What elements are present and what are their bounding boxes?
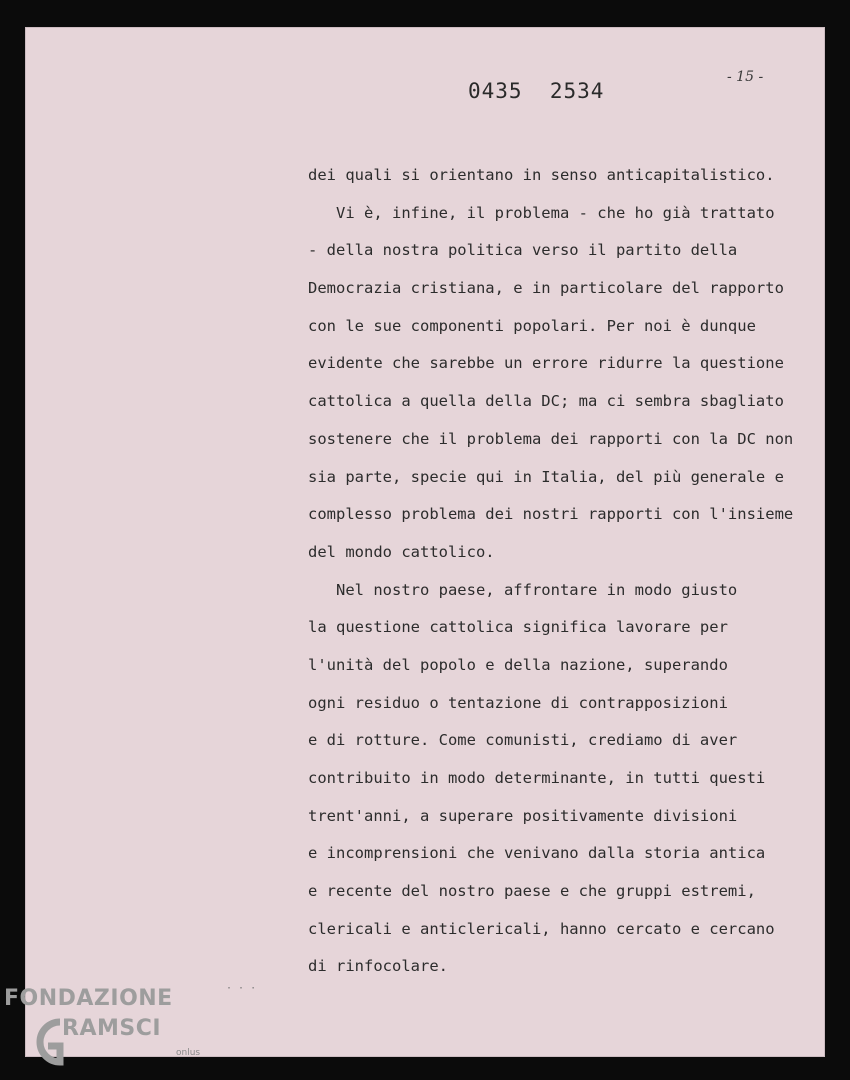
text-line: Democrazia cristiana, e in particolare del rapporto: [308, 279, 784, 298]
archive-number: 0435 2534: [468, 79, 605, 103]
watermark-line-1: FONDAZIONE: [4, 986, 173, 1011]
text-line: trent'anni, a superare positivamente divisioni: [308, 806, 738, 825]
text-line: contribuito in modo determinante, in tutti questi: [308, 769, 766, 787]
text-line: - della nostra politica verso il partito della: [308, 241, 738, 260]
text-line: di rinfocolare.: [308, 957, 448, 976]
text-line: complesso problema dei nostri rapporti con l'insieme: [308, 505, 794, 524]
text-line: e incomprensioni che venivano dalla storia antica: [308, 844, 766, 863]
text-line: dei quali si orientano in senso anticapitalistico.: [308, 166, 775, 184]
text-line: la questione cattolica significa lavorare per: [308, 618, 728, 637]
text-line: e di rotture. Come comunisti, crediamo di aver: [308, 731, 738, 750]
text-line: con le sue componenti popolari. Per noi è dunque: [308, 316, 756, 335]
text-line: ogni residuo o tentazione di contrapposizioni: [308, 693, 728, 712]
document-page: [25, 27, 825, 1057]
typed-text-body: [308, 157, 823, 986]
watermark-g-logo-icon: [34, 1012, 64, 1072]
page-number-mark: - 15 -: [727, 69, 764, 85]
text-line: sia parte, specie qui in Italia, del più generale e: [308, 467, 784, 486]
text-line: cattolica a quella della DC; ma ci sembra sbagliato: [308, 392, 784, 411]
watermark-line-2: RAMSCI: [62, 1016, 162, 1041]
text-line: Nel nostro paese, affrontare in modo giusto: [308, 580, 738, 599]
text-line: Vi è, infine, il problema - che ho già trattato: [308, 203, 775, 222]
text-line: clericali e anticlericali, hanno cercato e cercano: [308, 919, 775, 938]
watermark-suffix: onlus: [176, 1048, 201, 1058]
scan-specks: · · ·: [226, 983, 257, 994]
text-line: del mondo cattolico.: [308, 542, 495, 561]
text-line: sostenere che il problema dei rapporti con la DC non: [308, 429, 794, 448]
text-line: l'unità del popolo e della nazione, superando: [308, 655, 728, 674]
fondazione-gramsci-watermark: [4, 986, 214, 1076]
text-line: e recente del nostro paese e che gruppi estremi,: [308, 882, 756, 901]
text-line: evidente che sarebbe un errore ridurre la questione: [308, 354, 784, 373]
